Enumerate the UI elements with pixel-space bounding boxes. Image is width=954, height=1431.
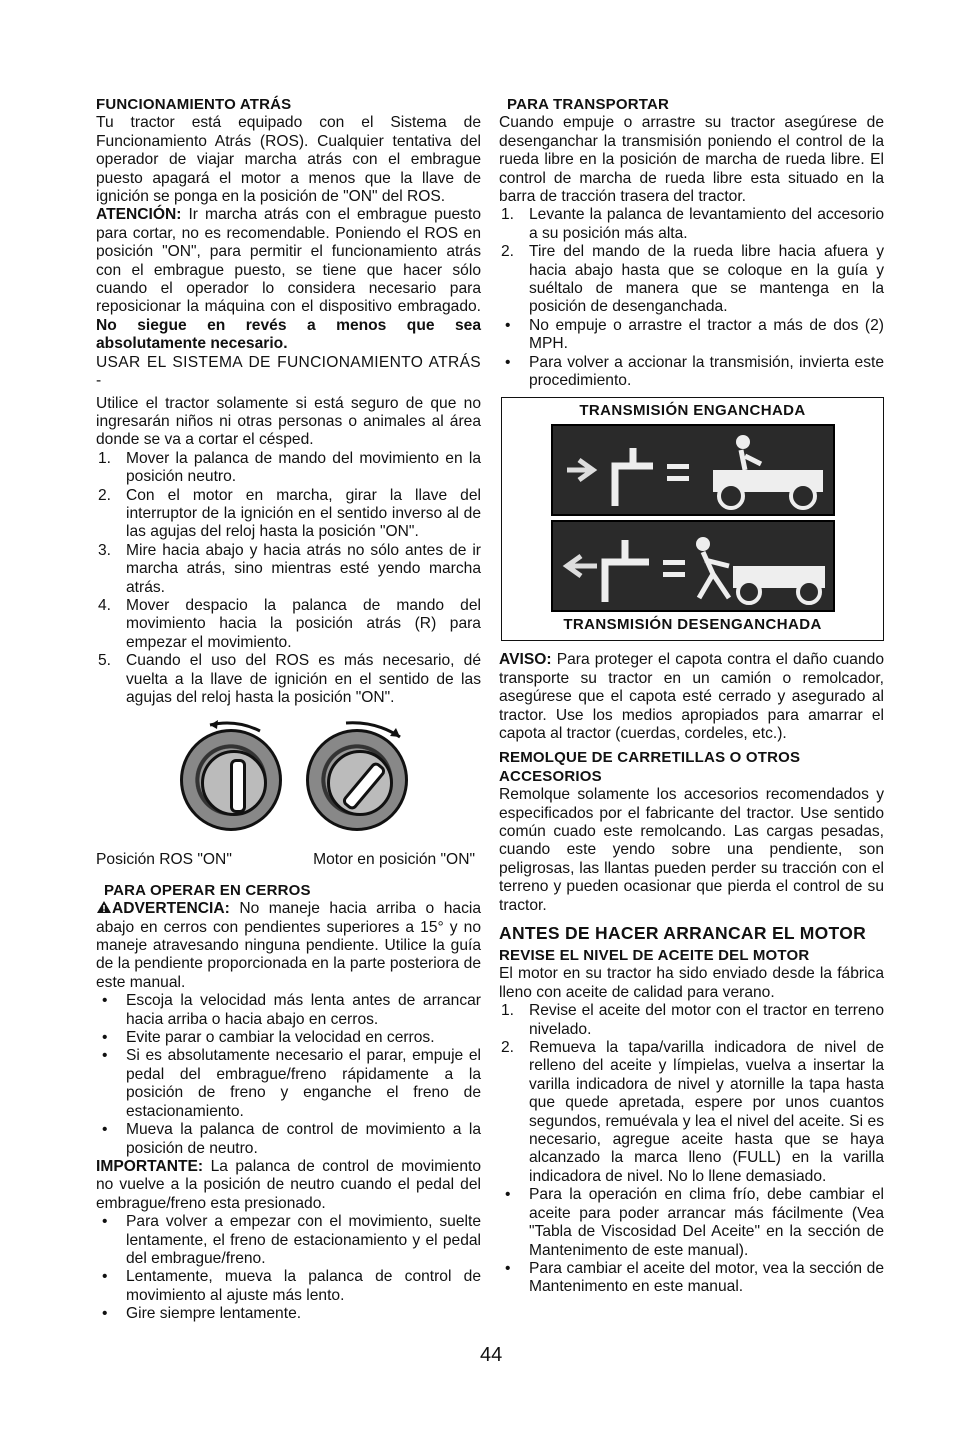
page-number: 44 — [480, 1344, 503, 1366]
list-item: 1. Revise el aceite del motor con el tractor en terreno nivelado. — [501, 1002, 884, 1038]
importante-bullets — [96, 1213, 481, 1323]
atencion-label: ATENCIÓN: — [96, 206, 182, 224]
atencion-text: Ir marcha atrás con el embrague puesto para cortar, no es recomendable. Poniendo el ROS en posición "ON", para permitir el funcionamiento atrás con el embrague puesto, se tiene que hacer sólo cuando el operador lo considera necesario para reposicionar la máquina con el dispositivo embragado. — [96, 206, 481, 316]
list-item: • Para cambiar el aceite del motor, vea la sección de Mantenimento en este manual. — [505, 1259, 884, 1296]
list-item: • Lentamente, mueva la palanca de control de movimiento al ajuste más lento. — [102, 1268, 481, 1304]
list-item: 5. Cuando el uso del ROS es más necesario, dé vuelta a la llave de ignición en el sentido de las agujas del reloj hasta la posición "ON". — [98, 652, 481, 706]
importante-paragraph — [96, 1158, 481, 1213]
transmission-engaged-label: TRANSMISIÓN ENGANCHADA — [579, 401, 806, 419]
advertencia-text: No maneje hacia arriba o hacia abajo en cerros con pendientes superiores a 15° y no maneje atravesando ninguna pendiente. Utilice la guía de la pendiente proporcionada en la parte posteriora de este manual. — [96, 900, 481, 991]
transport-steps — [499, 206, 884, 316]
transport-heading: PARA TRANSPORTAR — [507, 96, 670, 113]
aceite-steps — [499, 1002, 884, 1186]
transmission-disengaged-label: TRANSMISIÓN DESENGANCHADA — [563, 615, 822, 633]
list-item: 1. Mover la palanca de mando del movimiento en la posición neutro. — [98, 449, 481, 486]
atencion-bold: No siegue en revés a menos que sea absolutamente necesario. — [96, 316, 481, 353]
figure-captions — [96, 851, 481, 869]
ros-heading: FUNCIONAMIENTO ATRÁS — [96, 96, 292, 113]
list-item: • Para volver a accionar la transmisión, invierta este procedimiento. — [505, 353, 884, 390]
aviso-label: AVISO: — [499, 651, 552, 669]
transport-bullets — [499, 317, 884, 391]
utilice-paragraph: Utilice el tractor solamente si está seguro de que no ingresarán niños ni otras personas o animales al área donde se va a cortar el césped. — [96, 394, 481, 449]
list-item: 4. Mover despacio la palanca de mando del movimiento hacia la posición atrás (R) para empezar el movimiento. — [98, 596, 481, 651]
transmission-engaged-icon — [551, 424, 835, 516]
ignition-figure — [96, 717, 481, 847]
list-item: • Si es absolutamente necesario el parar, empuje el pedal del embrague/freno rápidamente a la posición de freno y enganche el freno de estacionamiento. — [102, 1047, 481, 1120]
rotate-arrow-icon-2 — [342, 717, 406, 743]
importante-label: IMPORTANTE: — [96, 1157, 204, 1175]
caption-ros-on: Posición ROS "ON" — [96, 851, 232, 869]
list-item: • Evite parar o cambiar la velocidad en cerros. — [102, 1029, 435, 1047]
transmission-box — [501, 397, 884, 642]
list-item: • Escoja la velocidad más lenta antes de arrancar hacia arriba o hacia abajo en cerros. — [102, 992, 481, 1028]
list-item: • Mueva la palanca de control de movimiento a la posición de neutro. — [102, 1121, 481, 1157]
advertencia-paragraph — [96, 900, 481, 992]
right-column — [499, 96, 884, 1297]
aviso-text: Para proteger el capota contra el daño cuando transporte su tractor en un camión o remolcador, asegúrese que el capota esté cerrado y asegurado al tractor. Use los medios apropiados para amarrar el capota al tractor (cuerdas, cordeles, etc.). — [499, 651, 884, 742]
usar-line: USAR EL SISTEMA DE FUNCIONAMIENTO ATRÁS - — [96, 353, 481, 390]
aceite-intro: El motor en su tractor ha sido enviado desde la fábrica lleno con aceite de calidad para verano. — [499, 965, 884, 1001]
aceite-heading: REVISE EL NIVEL DE ACEITE DEL MOTOR — [499, 947, 810, 964]
rotate-arrow-icon — [206, 717, 266, 737]
left-column — [96, 96, 481, 1324]
aceite-bullets — [499, 1186, 884, 1296]
ignition-knob-ros-icon — [180, 729, 282, 831]
ros-intro: Tu tractor está equipado con el Sistema de Funcionamiento Atrás (ROS). Cualquier tentativa del operador de viajar marcha atrás con el embrague puesto apagará el motor a menos que la llave de ignición se ponga en la posición de "ON" del ROS. — [96, 114, 481, 206]
warning-triangle-icon — [96, 900, 112, 914]
antes-heading: ANTES DE HACER ARRANCAR EL MOTOR — [499, 923, 867, 943]
list-item: 2. Tire del mando de la rueda libre hacia afuera y hacia abajo hasta que se coloque en la guía y suéltalo de manera que se mantenga en la posición de desenganchada. — [501, 243, 884, 316]
list-item: • Gire siempre lentamente. — [102, 1305, 302, 1323]
list-item: • No empuje o arrastre el tractor a más de dos (2) MPH. — [505, 316, 884, 353]
importante-text: La palanca de control de movimiento no vuelve a la posición de neutro cuando el pedal del embrague/freno esta presionado. — [96, 1157, 481, 1212]
list-item: 2. Con el motor en marcha, girar la llave del interruptor de la ignición en el sentido inverso al de las agujas del reloj hasta la posición "ON". — [98, 486, 481, 541]
list-item: • Para la operación en clima frío, debe cambiar el aceite para poder arrancar más fácilmente (Vea "Tabla de Viscosidad Del Aceite" en la sección de Mantenimento de este manual). — [505, 1186, 884, 1259]
ros-steps-list — [96, 450, 481, 708]
list-item: 1. Levante la palanca de levantamiento del accesorio a su posición más alta. — [501, 206, 884, 242]
advertencia-label: ADVERTENCIA: — [112, 900, 230, 918]
cerros-heading: PARA OPERAR EN CERROS — [104, 881, 311, 899]
transmission-disengaged-icon — [551, 520, 835, 612]
ignition-knob-on-icon — [306, 729, 408, 831]
cerros-bullets — [96, 992, 481, 1158]
list-item: 2. Remueva la tapa/varilla indicadora de nivel de relleno del aceite y límpielas, vuelva a insertar la varilla indicadora de nivel y atornille la tapa hasta que quede apretada, espere por unos cuantos segundos, remuévala y lea el nivel del aceite. Si es necesario, agregue aceite hasta que se haya alcanzado la marca lleno (FULL) en la varilla indicadora de nivel. No lo llene demasiado. — [501, 1039, 884, 1185]
atencion-paragraph — [96, 206, 481, 353]
remolque-heading: REMOLQUE DE CARRETILLAS O OTROS ACCESORIOS — [499, 749, 801, 785]
aviso-paragraph — [499, 651, 884, 743]
caption-motor-on: Motor en posición "ON" — [313, 851, 475, 869]
list-item: • Para volver a empezar con el movimiento, suelte lentamente, el freno de estacionamiento y el pedal del embrague/freno. — [102, 1213, 481, 1267]
list-item: 3. Mire hacia abajo y hacia atrás no sólo antes de ir marcha atrás, sino mientras esté yendo marcha atrás. — [98, 541, 481, 596]
transport-intro: Cuando empuje o arrastre su tractor asegúrese de desenganchar la transmisión poniendo el control de la rueda libre en la posición de marcha de rueda libre. El control de marcha de rueda libre esta situado en la barra de tracción trasera del tractor. — [499, 114, 884, 206]
remolque-text: Remolque solamente los accesorios recomendados y especificados por el fabricante del tractor. Use sentido común cuado este remolcando. Las cargas pesadas, cuando este yendo sobre una pendiente, son peligrosas, las llantas pueden perder su tracción con el terreno y pueden ocasionar que pierda el control de su tractor. — [499, 786, 884, 914]
